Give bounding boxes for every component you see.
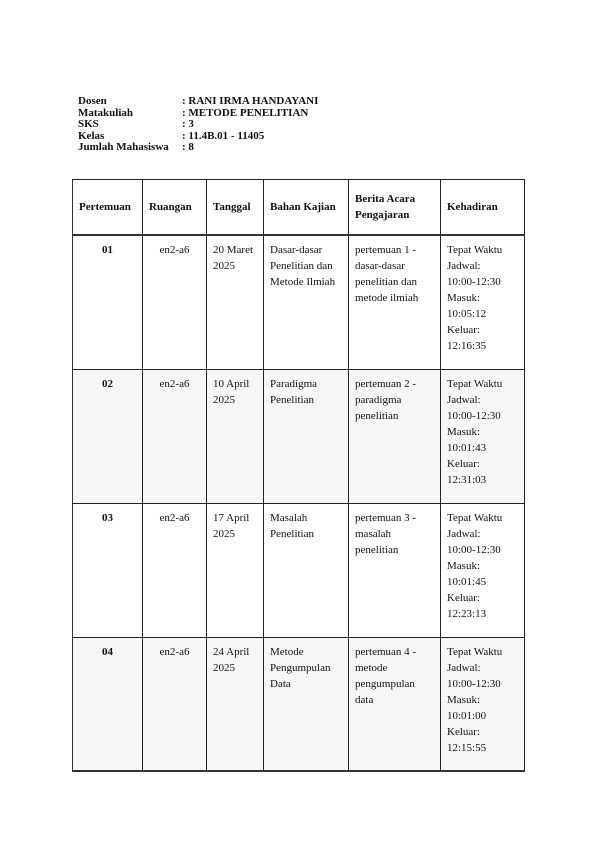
kehadiran-status: Tepat Waktu [447, 645, 503, 658]
matakuliah-label: Matakuliah [78, 106, 134, 119]
cell-tanggal: 24 April 2025 [207, 637, 264, 771]
kehadiran-masuk-label: Masuk: [447, 693, 480, 706]
kehadiran-jadwal-label: Jadwal: [447, 260, 481, 272]
cell-pertemuan: 02 [73, 369, 143, 503]
kehadiran-masuk-label: Masuk: [447, 559, 480, 572]
cell-kehadiran [441, 369, 525, 503]
kehadiran-jadwal-label: Jadwal: [447, 661, 481, 674]
header-bahan-kajian: Bahan Kajian [264, 180, 349, 236]
header-tanggal: Tanggal [207, 180, 264, 236]
kehadiran-jadwal: 10:00-12:30 [447, 276, 501, 288]
table-row [73, 503, 525, 637]
kehadiran-jadwal-label: Jadwal: [447, 527, 481, 540]
kehadiran-keluar-label: Keluar: [447, 324, 480, 336]
cell-pertemuan: 04 [73, 637, 143, 771]
cell-bahan-kajian: Dasar-dasar Penelitian dan Metode Ilmiah [264, 235, 349, 369]
cell-bahan-kajian: Paradigma Penelitian [264, 369, 349, 503]
course-info [78, 96, 318, 154]
matakuliah-value: : METODE PENELITIAN [182, 108, 308, 120]
table-row [73, 369, 525, 503]
cell-berita-acara: pertemuan 4 - metode pengumpulan data [349, 637, 441, 771]
kehadiran-status: Tepat Waktu [447, 244, 503, 256]
kehadiran-status: Tepat Waktu [447, 511, 503, 524]
cell-tanggal: 17 April 2025 [207, 503, 264, 637]
cell-kehadiran [441, 637, 525, 771]
cell-bahan-kajian: Metode Pengumpulan Data [264, 637, 349, 771]
table-header-row [73, 180, 525, 236]
cell-berita-acara: pertemuan 2 - paradigma penelitian [349, 369, 441, 503]
kehadiran-masuk-label: Masuk: [447, 292, 480, 304]
kehadiran-masuk: 10:01:43 [447, 441, 487, 454]
jumlah-mahasiswa-value: : 8 [182, 142, 194, 154]
cell-ruangan: en2-a6 [143, 235, 207, 369]
cell-berita-acara: pertemuan 3 - masalah penelitian [349, 503, 441, 637]
cell-tanggal: 20 Maret 2025 [207, 235, 264, 369]
info-row-jumlah-mahasiswa [78, 142, 318, 154]
table-row [73, 235, 525, 369]
info-row-dosen [78, 96, 318, 108]
table-row [73, 637, 525, 771]
cell-kehadiran [441, 235, 525, 369]
kelas-label: Kelas [78, 129, 105, 142]
kehadiran-masuk: 10:01:00 [447, 709, 487, 722]
cell-ruangan: en2-a6 [143, 369, 207, 503]
dosen-label: Dosen [78, 95, 107, 107]
sks-value: : 3 [182, 119, 194, 131]
kehadiran-keluar: 12:23:13 [447, 607, 487, 620]
kehadiran-masuk-label: Masuk: [447, 425, 480, 438]
cell-pertemuan: 01 [73, 235, 143, 369]
kehadiran-jadwal-label: Jadwal: [447, 393, 481, 406]
header-pertemuan: Pertemuan [73, 180, 143, 236]
kehadiran-jadwal: 10:00-12:30 [447, 677, 501, 690]
kehadiran-keluar: 12:31:03 [447, 473, 487, 486]
cell-tanggal: 10 April 2025 [207, 369, 264, 503]
jumlah-mahasiswa-label: Jumlah Mahasiswa [78, 141, 169, 153]
cell-kehadiran [441, 503, 525, 637]
info-row-sks [78, 119, 318, 131]
kehadiran-jadwal: 10:00-12:30 [447, 409, 501, 422]
attendance-table [72, 179, 525, 772]
cell-ruangan: en2-a6 [143, 637, 207, 771]
cell-bahan-kajian: Masalah Penelitian [264, 503, 349, 637]
cell-ruangan: en2-a6 [143, 503, 207, 637]
kehadiran-keluar-label: Keluar: [447, 591, 480, 604]
kehadiran-masuk: 10:01:45 [447, 575, 487, 588]
kehadiran-keluar: 12:16:35 [447, 340, 487, 352]
header-berita-acara-line2: Pengajaran [355, 209, 410, 221]
dosen-value: : RANI IRMA HANDAYANI [182, 96, 318, 108]
info-row-matakuliah [78, 108, 318, 120]
kehadiran-masuk: 10:05:12 [447, 308, 487, 320]
header-berita-acara-line1: Berita Acara [355, 193, 416, 205]
sks-label: SKS [78, 118, 99, 130]
header-berita-acara [349, 180, 441, 236]
kehadiran-keluar-label: Keluar: [447, 457, 480, 470]
cell-pertemuan: 03 [73, 503, 143, 637]
header-kehadiran: Kehadiran [441, 180, 525, 236]
kehadiran-keluar: 12:15:55 [447, 741, 487, 754]
header-ruangan: Ruangan [143, 180, 207, 236]
kehadiran-status: Tepat Waktu [447, 377, 503, 390]
kehadiran-jadwal: 10:00-12:30 [447, 543, 501, 556]
cell-berita-acara: pertemuan 1 - dasar-dasar penelitian dan metode ilmiah [349, 235, 441, 369]
kelas-value: : 11.4B.01 - 11405 [182, 131, 264, 143]
kehadiran-keluar-label: Keluar: [447, 725, 480, 738]
